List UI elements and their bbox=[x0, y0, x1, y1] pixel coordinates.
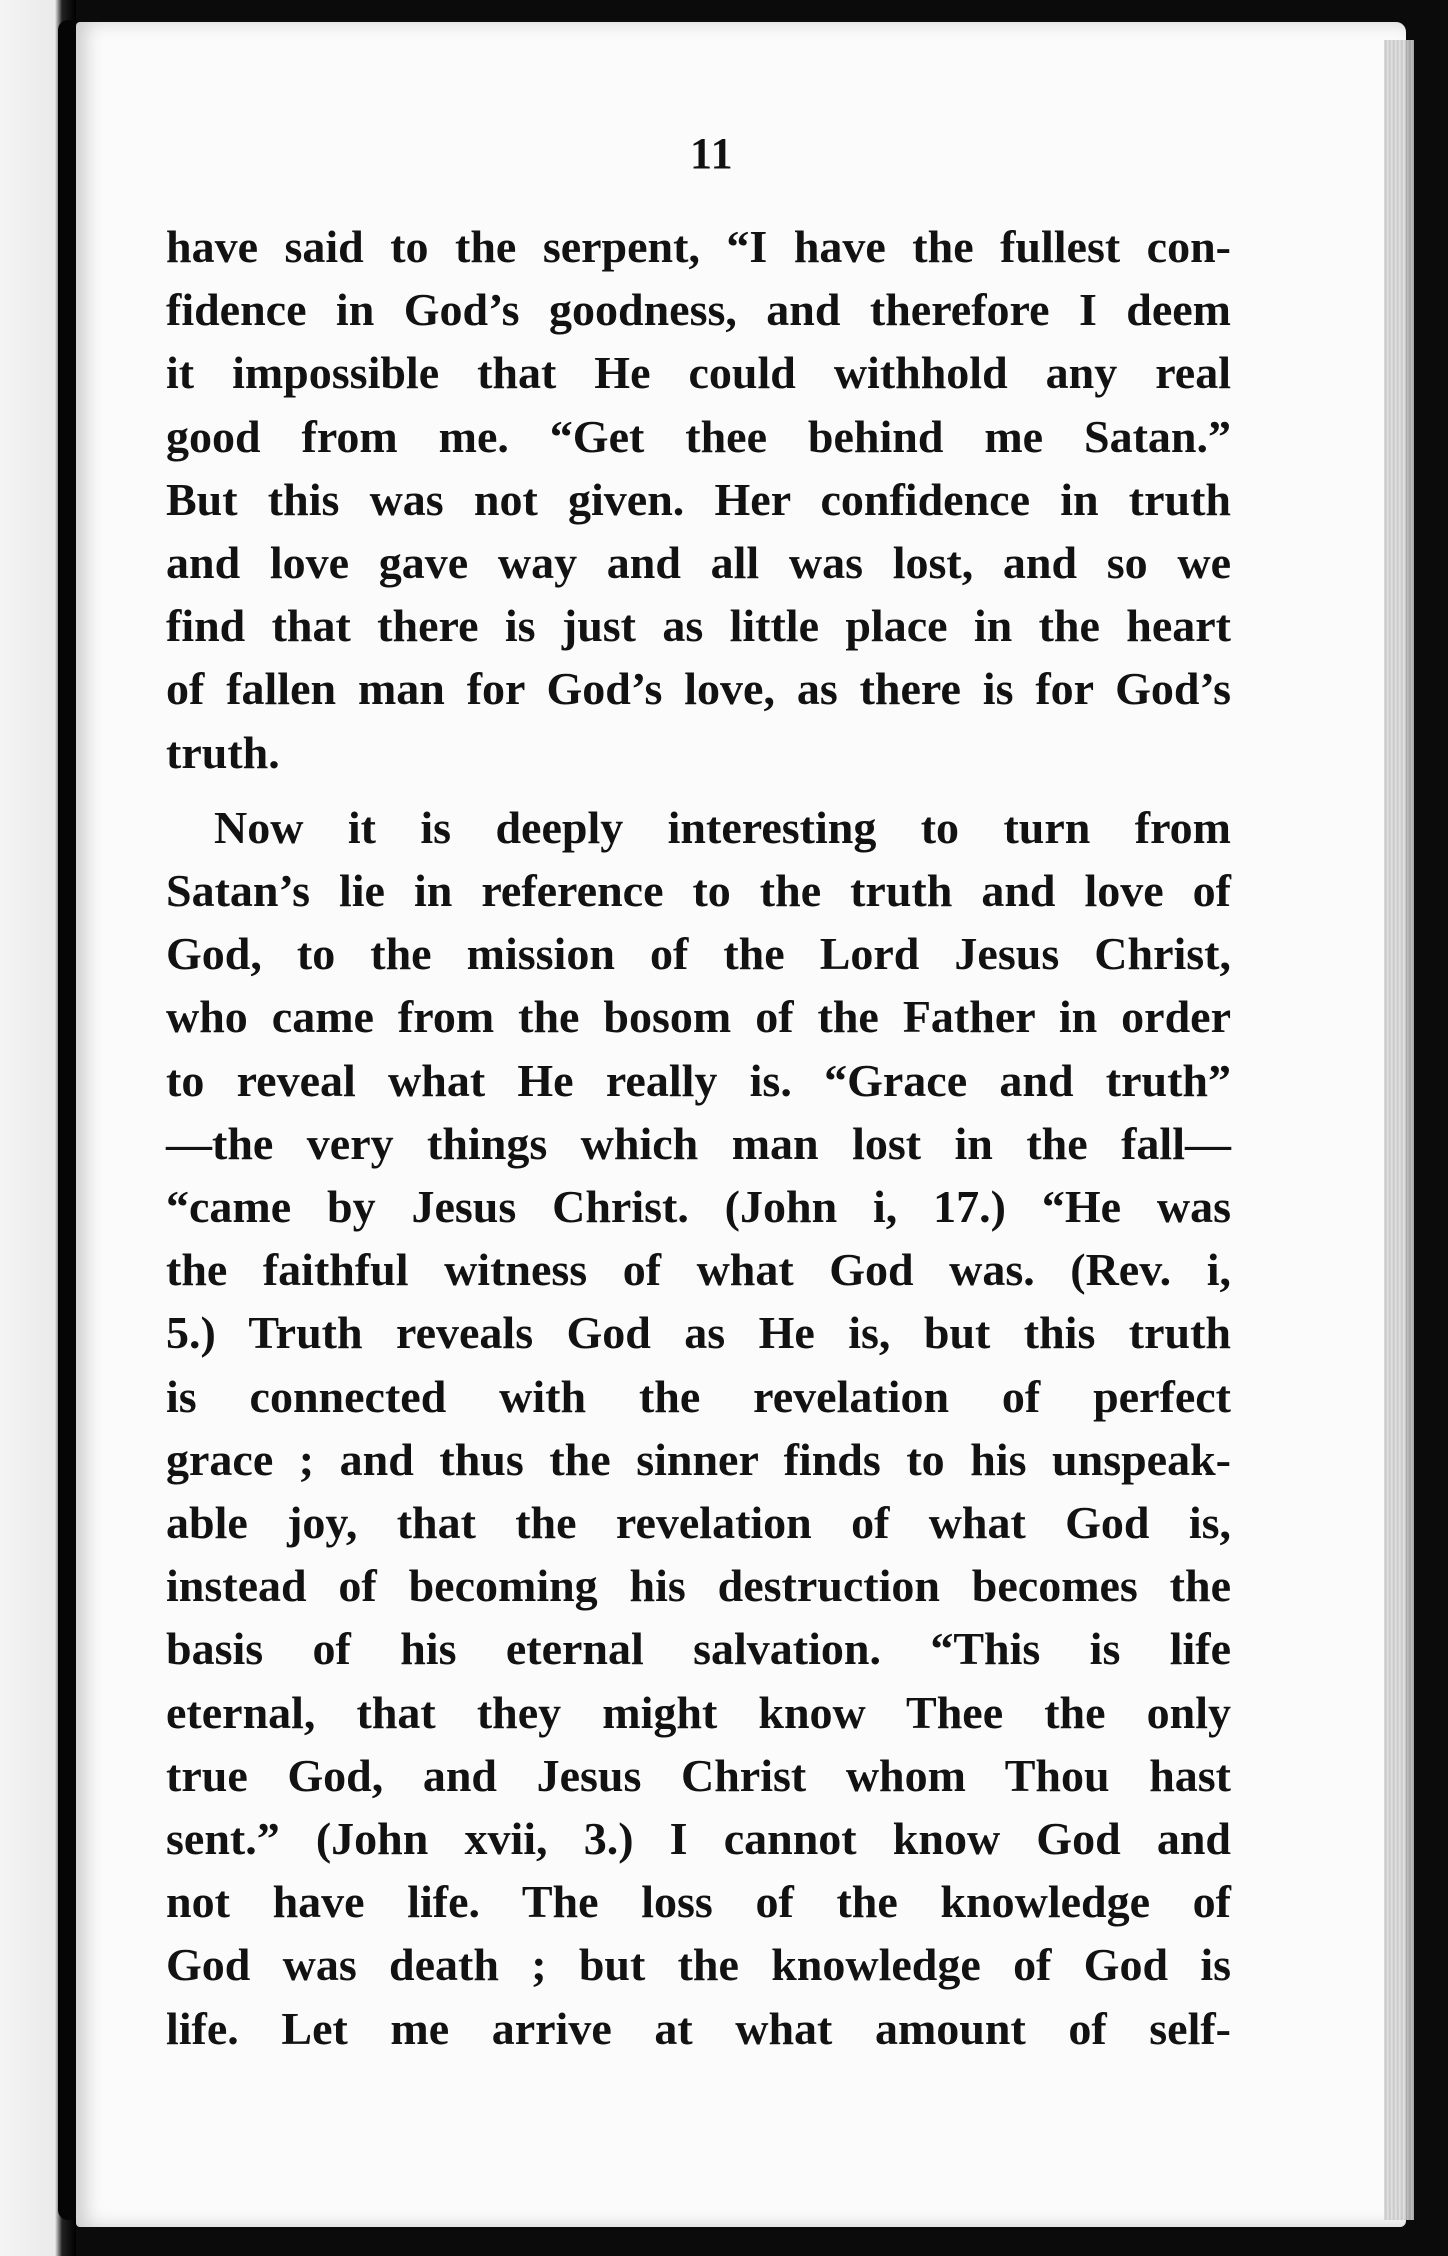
text-line: life. Let me arrive at what amount of self- bbox=[166, 2002, 1231, 2054]
paragraph-1 bbox=[166, 215, 1231, 784]
text-line: grace ; and thus the sinner finds to his unspeak- bbox=[166, 1433, 1231, 1485]
text-line: God, to the mission of the Lord Jesus Christ, bbox=[166, 928, 1231, 980]
text-line: basis of his eternal salvation. “This is life bbox=[166, 1623, 1231, 1675]
text-line: not have life. The loss of the knowledge of bbox=[166, 1876, 1231, 1928]
text-line: the faithful witness of what God was. (Rev. i, bbox=[166, 1244, 1231, 1296]
text-line: 5.) Truth reveals God as He is, but this truth bbox=[166, 1307, 1231, 1359]
text-line: Now it is deeply interesting to turn from bbox=[214, 801, 1231, 853]
text-line: of fallen man for God’s love, as there is for God’s bbox=[166, 663, 1231, 715]
text-line: true God, and Jesus Christ whom Thou hast bbox=[166, 1749, 1231, 1801]
page-edges bbox=[1384, 40, 1414, 2220]
text-line: God was death ; but the knowledge of God is bbox=[166, 1939, 1231, 1991]
text-line: able joy, that the revelation of what God is, bbox=[166, 1497, 1231, 1549]
text-line: have said to the serpent, “I have the fullest con- bbox=[166, 221, 1231, 272]
text-line: But this was not given. Her confidence in truth bbox=[166, 473, 1231, 525]
page-number: 11 bbox=[690, 129, 734, 178]
text-line: who came from the bosom of the Father in order bbox=[166, 991, 1231, 1043]
text-line: to reveal what He really is. “Grace and truth” bbox=[166, 1054, 1231, 1106]
text-line: —the very things which man lost in the fall— bbox=[166, 1117, 1231, 1169]
text-line: fidence in God’s goodness, and therefore I deem bbox=[166, 284, 1231, 336]
text-line: is connected with the revelation of perfect bbox=[166, 1370, 1231, 1422]
text-line: it impossible that He could withhold any real bbox=[166, 347, 1231, 399]
text-line: eternal, that they might know Thee the only bbox=[166, 1686, 1231, 1738]
text-line: Satan’s lie in reference to the truth and love of bbox=[166, 865, 1231, 917]
text-line: sent.” (John xvii, 3.) I cannot know God and bbox=[166, 1813, 1231, 1865]
text-line: truth. bbox=[166, 726, 280, 778]
body-text bbox=[166, 215, 1231, 2060]
text-line: instead of becoming his destruction becomes the bbox=[166, 1560, 1231, 1612]
text-line: find that there is just as little place in the heart bbox=[166, 600, 1231, 652]
text-line: “came by Jesus Christ. (John i, 17.) “He was bbox=[166, 1181, 1231, 1233]
text-line: good from me. “Get thee behind me Satan.” bbox=[166, 410, 1231, 462]
text-line: and love gave way and all was lost, and so we bbox=[166, 537, 1231, 589]
paragraph-2 bbox=[166, 796, 1231, 2060]
